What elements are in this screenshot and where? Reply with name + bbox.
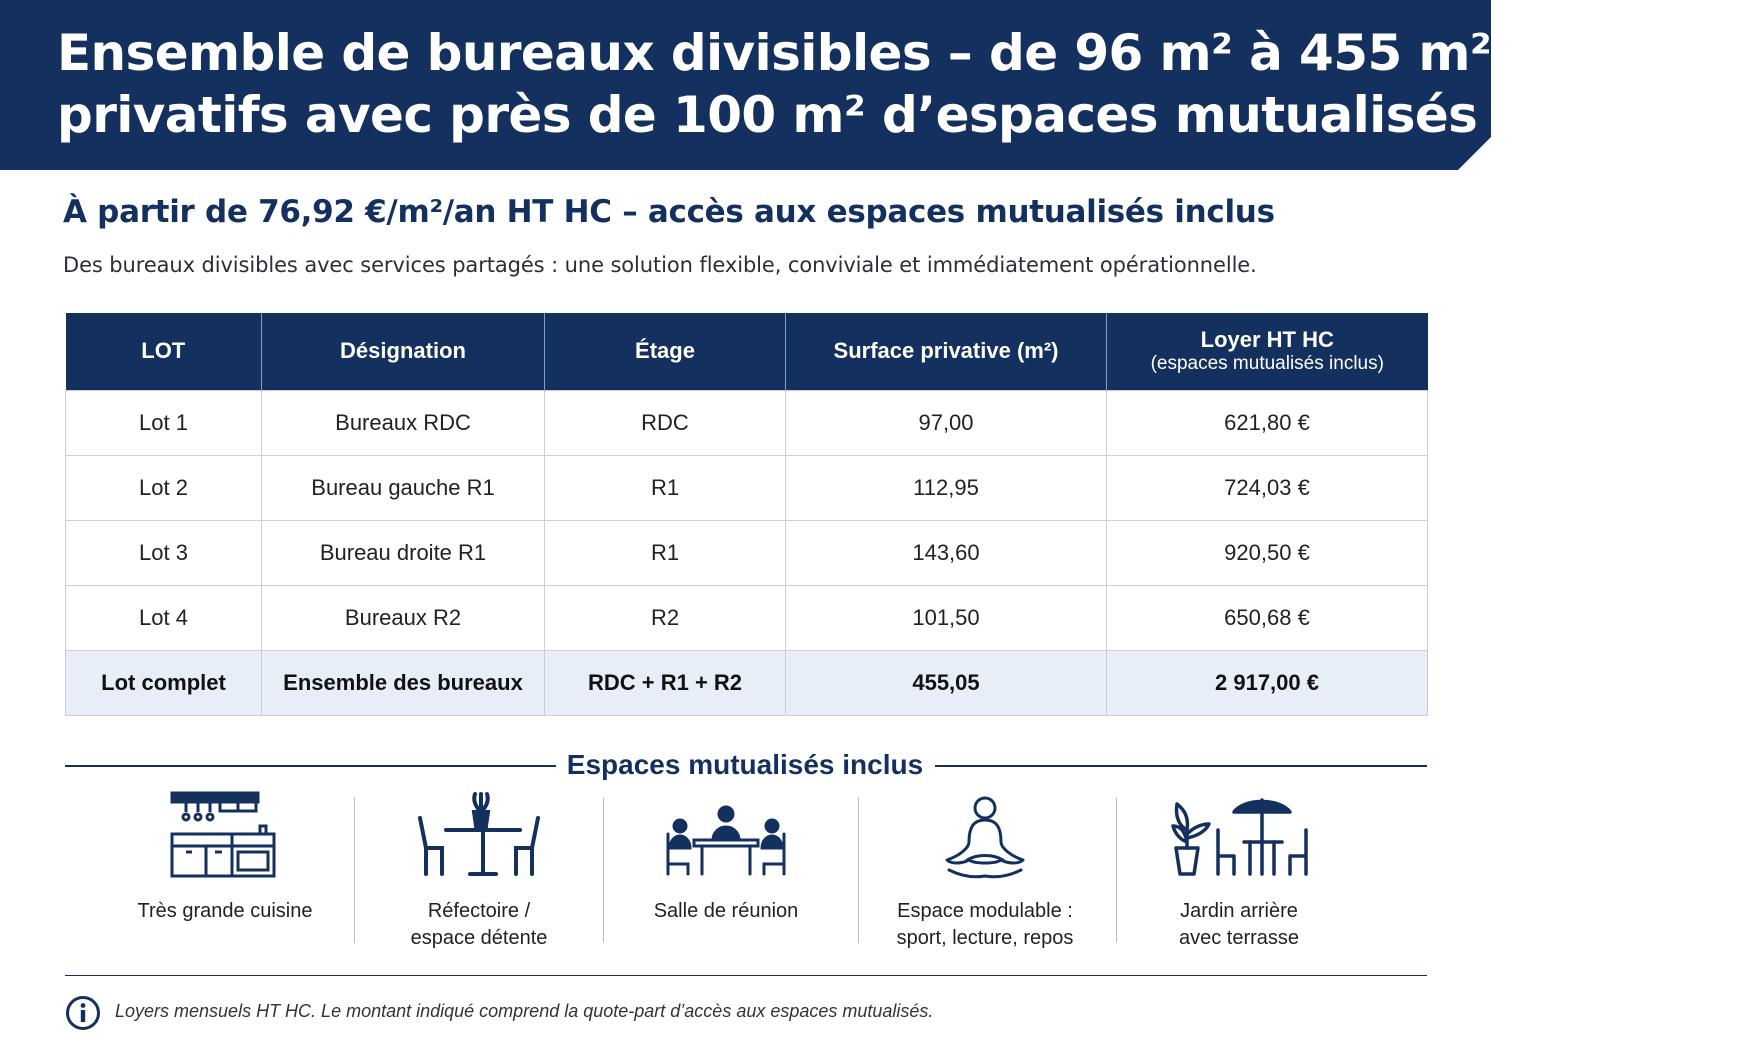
cell-surface: 101,50 — [786, 585, 1107, 650]
cell-designation: Bureaux RDC — [262, 390, 545, 455]
amenity-label — [100, 898, 350, 925]
amenity-label-line-1: Salle de réunion — [653, 900, 799, 922]
cell-lot: Lot 3 — [66, 520, 262, 585]
table-header-row — [66, 313, 1428, 390]
amenity-label-line-1: Espace modulable : — [897, 900, 1073, 922]
amenity-garden — [1114, 790, 1364, 949]
amenities-title: Espaces mutualisés inclus — [566, 749, 924, 780]
header-banner — [0, 0, 1741, 170]
table-total-row — [66, 650, 1428, 715]
cell-lot: Lot 1 — [66, 390, 262, 455]
cell-lot: Lot 2 — [66, 455, 262, 520]
table-row — [66, 585, 1428, 650]
offer-description: Des bureaux divisibles avec services partagés : une solution flexible, conviviale et immédiatement opérationnelle. — [63, 253, 1257, 277]
table-row — [66, 455, 1428, 520]
cell-floor: RDC — [545, 390, 786, 455]
cell-rent: 650,68 € — [1107, 585, 1428, 650]
column-header-surface: Surface privative (m²) — [786, 313, 1107, 390]
amenity-label — [860, 898, 1110, 952]
rent-header-label: Loyer HT HC — [1200, 327, 1334, 353]
section-divider-left — [65, 765, 556, 767]
column-header-lot: LOT — [66, 313, 262, 390]
amenity-label-line-1: Très grande cuisine — [137, 900, 313, 922]
title-line-1: Ensemble de bureaux divisibles – de 96 m² à 455 m² — [57, 24, 1492, 82]
garden-terrace-icon — [1166, 790, 1312, 882]
column-header-designation: Désignation — [262, 313, 545, 390]
kitchen-icon — [170, 790, 280, 882]
meditation-icon — [939, 790, 1031, 882]
cell-rent: 621,80 € — [1107, 390, 1428, 455]
cell-floor: R1 — [545, 520, 786, 585]
title-line-2: privatifs avec près de 100 m² d’espaces mutualisés premium — [57, 86, 1741, 144]
amenity-label — [354, 898, 604, 952]
total-surface: 455,05 — [786, 650, 1107, 715]
lots-table — [65, 313, 1428, 716]
footer-divider — [65, 975, 1427, 976]
page-title — [57, 22, 1741, 146]
amenity-label — [1114, 898, 1364, 952]
amenity-label-line-2: avec terrasse — [1178, 927, 1300, 949]
amenity-separator — [858, 797, 859, 943]
cell-surface: 112,95 — [786, 455, 1107, 520]
cell-designation: Bureaux R2 — [262, 585, 545, 650]
cell-floor: R2 — [545, 585, 786, 650]
cell-surface: 97,00 — [786, 390, 1107, 455]
amenity-label — [601, 898, 851, 925]
cell-lot: Lot 4 — [66, 585, 262, 650]
amenity-label-line-2: espace détente — [410, 927, 548, 949]
total-lot: Lot complet — [66, 650, 262, 715]
cell-surface: 143,60 — [786, 520, 1107, 585]
table-row — [66, 390, 1428, 455]
cell-designation: Bureau droite R1 — [262, 520, 545, 585]
amenity-kitchen — [100, 790, 350, 922]
cell-rent: 920,50 € — [1107, 520, 1428, 585]
price-headline: À partir de 76,92 €/m²/an HT HC – accès aux espaces mutualisés inclus — [63, 194, 1275, 230]
amenity-label-line-1: Jardin arrière — [1180, 900, 1298, 922]
column-header-rent — [1107, 313, 1428, 390]
amenity-label-line-2: sport, lecture, repos — [896, 927, 1074, 949]
amenity-meeting — [601, 790, 851, 922]
total-floor: RDC + R1 + R2 — [545, 650, 786, 715]
amenity-label-line-1: Réfectoire / — [427, 900, 531, 922]
amenity-dining — [354, 790, 604, 949]
table-row — [66, 520, 1428, 585]
total-designation: Ensemble des bureaux — [262, 650, 545, 715]
footer-note: Loyers mensuels HT HC. Le montant indiqué comprend la quote-part d’accès aux espaces mutualisés. — [115, 1001, 934, 1021]
section-divider-right — [935, 765, 1427, 767]
total-rent: 2 917,00 € — [1107, 650, 1428, 715]
column-header-floor: Étage — [545, 313, 786, 390]
rent-header-note: (espaces mutualisés inclus) — [1150, 353, 1384, 375]
cell-rent: 724,03 € — [1107, 455, 1428, 520]
amenity-modular — [860, 790, 1110, 949]
meeting-room-icon — [664, 790, 788, 882]
dining-table-icon — [414, 790, 544, 882]
cell-designation: Bureau gauche R1 — [262, 455, 545, 520]
info-icon — [65, 995, 101, 1031]
cell-floor: R1 — [545, 455, 786, 520]
